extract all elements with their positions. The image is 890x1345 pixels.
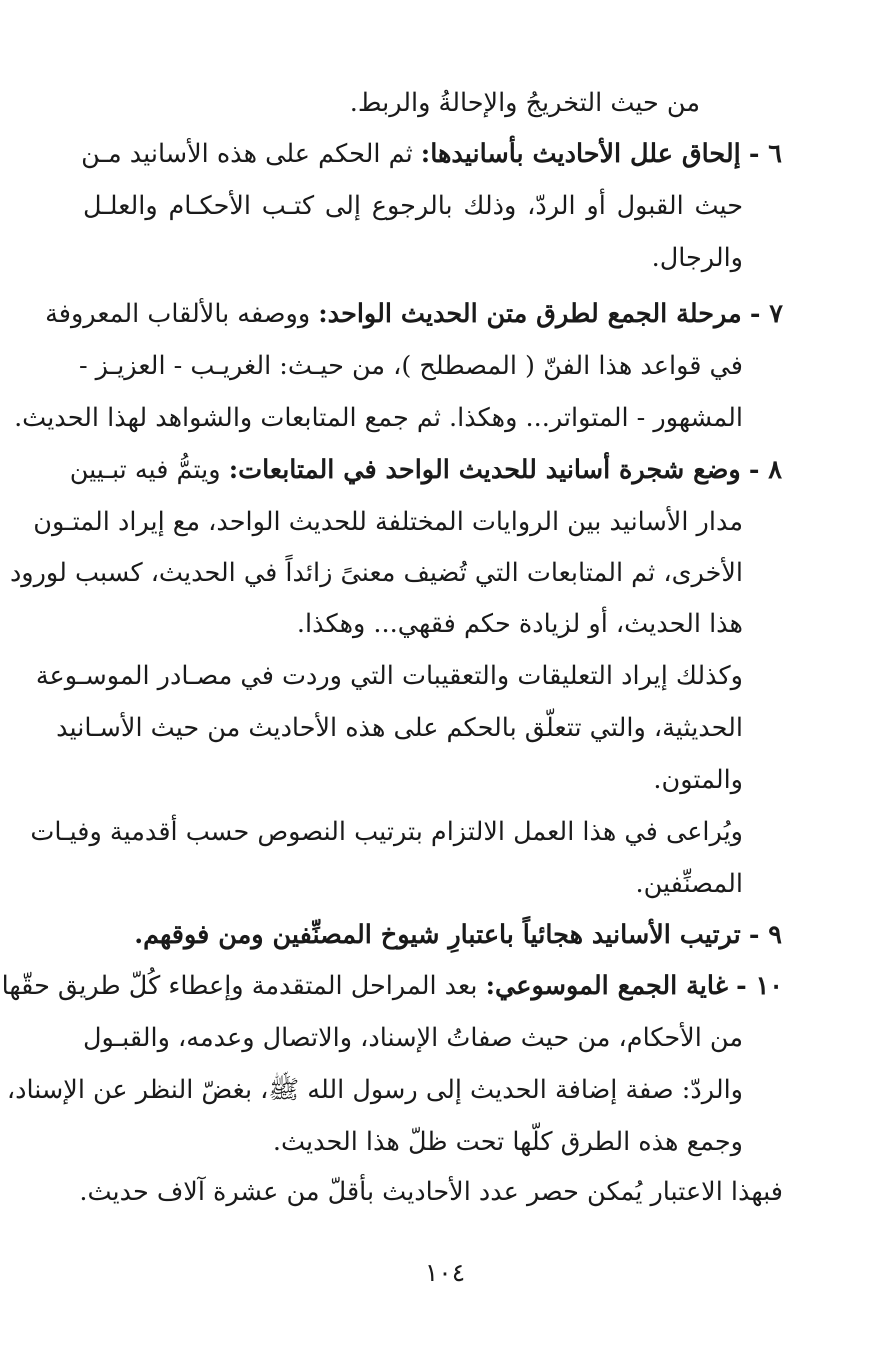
text-line: والمتون. bbox=[653, 765, 743, 795]
text-line: الحديثية، والتي تتعلّق بالحكم على هذه الأحاديث من حيث الأسـانيد bbox=[56, 713, 743, 743]
text-line: هذا الحديث، أو لزيادة حكم فقهي... وهكذا. bbox=[296, 609, 743, 639]
item-heading: غاية الجمع الموسوعي: bbox=[485, 971, 729, 1001]
list-item-7 bbox=[45, 294, 783, 334]
item-text: بعد المراحل المتقدمة وإعطاء كُلّ طريق حقّها bbox=[1, 971, 486, 1001]
page-number: ١٠٤ bbox=[424, 1258, 466, 1287]
text-line: المصنِّفين. bbox=[635, 869, 743, 899]
text-line: من الأحكام، من حيث صفاتُ الإسناد، والاتصال وعدمه، والقبـول bbox=[83, 1023, 743, 1053]
list-item-8 bbox=[69, 450, 782, 490]
item-text: ثم الحكم على هذه الأسانيد مـن bbox=[81, 139, 421, 169]
text-line: وجمع هذه الطرق كلّها تحت ظلّ هذا الحديث. bbox=[272, 1127, 743, 1157]
list-item-10 bbox=[1, 966, 783, 1006]
item-number: ٨ - bbox=[748, 455, 782, 485]
text-line: في قواعد هذا الفنّ ( المصطلح )، من حيـث: الغريـب - العزيـز - bbox=[78, 351, 743, 381]
text-line: وكذلك إيراد التعليقات والتعقيبات التي وردت في مصـادر الموسـوعة bbox=[35, 661, 743, 691]
text-line: مدار الأسانيد بين الروايات المختلفة للحديث الواحد، مع إيراد المتـون bbox=[33, 507, 743, 537]
text-line: فبهذا الاعتبار يُمكن حصر عدد الأحاديث بأقلّ من عشرة آلاف حديث. bbox=[79, 1177, 783, 1207]
item-heading: مرحلة الجمع لطرق متن الحديث الواحد: bbox=[318, 299, 742, 329]
text-line: ويُراعى في هذا العمل الالتزام بترتيب النصوص حسب أقدمية وفيـات bbox=[30, 817, 743, 847]
text-line: والرجال. bbox=[651, 243, 743, 273]
item-heading: ترتيب الأسانيد هجائياً باعتبارِ شيوخ المصنِّفين ومن فوقهم. bbox=[134, 920, 741, 950]
item-number: ١٠ - bbox=[736, 971, 783, 1001]
list-item-6 bbox=[82, 134, 782, 174]
item-number: ٧ - bbox=[749, 299, 783, 329]
text-line: المشهور - المتواتر... وهكذا. ثم جمع المتابعات والشواهد لهذا الحديث. bbox=[14, 403, 743, 433]
item-heading: إلحاق علل الأحاديث بأسانيدها: bbox=[420, 139, 741, 169]
item-number: ٦ - bbox=[748, 139, 782, 169]
text-line: حيث القبول أو الردّ، وذلك بالرجوع إلى كتـب الأحكـام والعلـل bbox=[83, 191, 743, 221]
text-line: الأخرى، ثم المتابعات التي تُضيف معنىً زائداً في الحديث، كسبب لورود bbox=[9, 558, 743, 588]
item-number: ٩ - bbox=[748, 920, 782, 950]
item-text: ووصفه بالألقاب المعروفة bbox=[45, 299, 319, 329]
text-line: من حيث التخريجُ والإحالةُ والربط. bbox=[349, 88, 700, 118]
text-line: والردّ: صفة إضافة الحديث إلى رسول الله ﷺ، بغضّ النظر عن الإسناد، bbox=[6, 1075, 743, 1105]
item-text: ويتمُّ فيه تبـيين bbox=[69, 455, 229, 485]
list-item-9 bbox=[134, 915, 782, 955]
item-heading: وضع شجرة أسانيد للحديث الواحد في المتابعات: bbox=[228, 455, 741, 485]
